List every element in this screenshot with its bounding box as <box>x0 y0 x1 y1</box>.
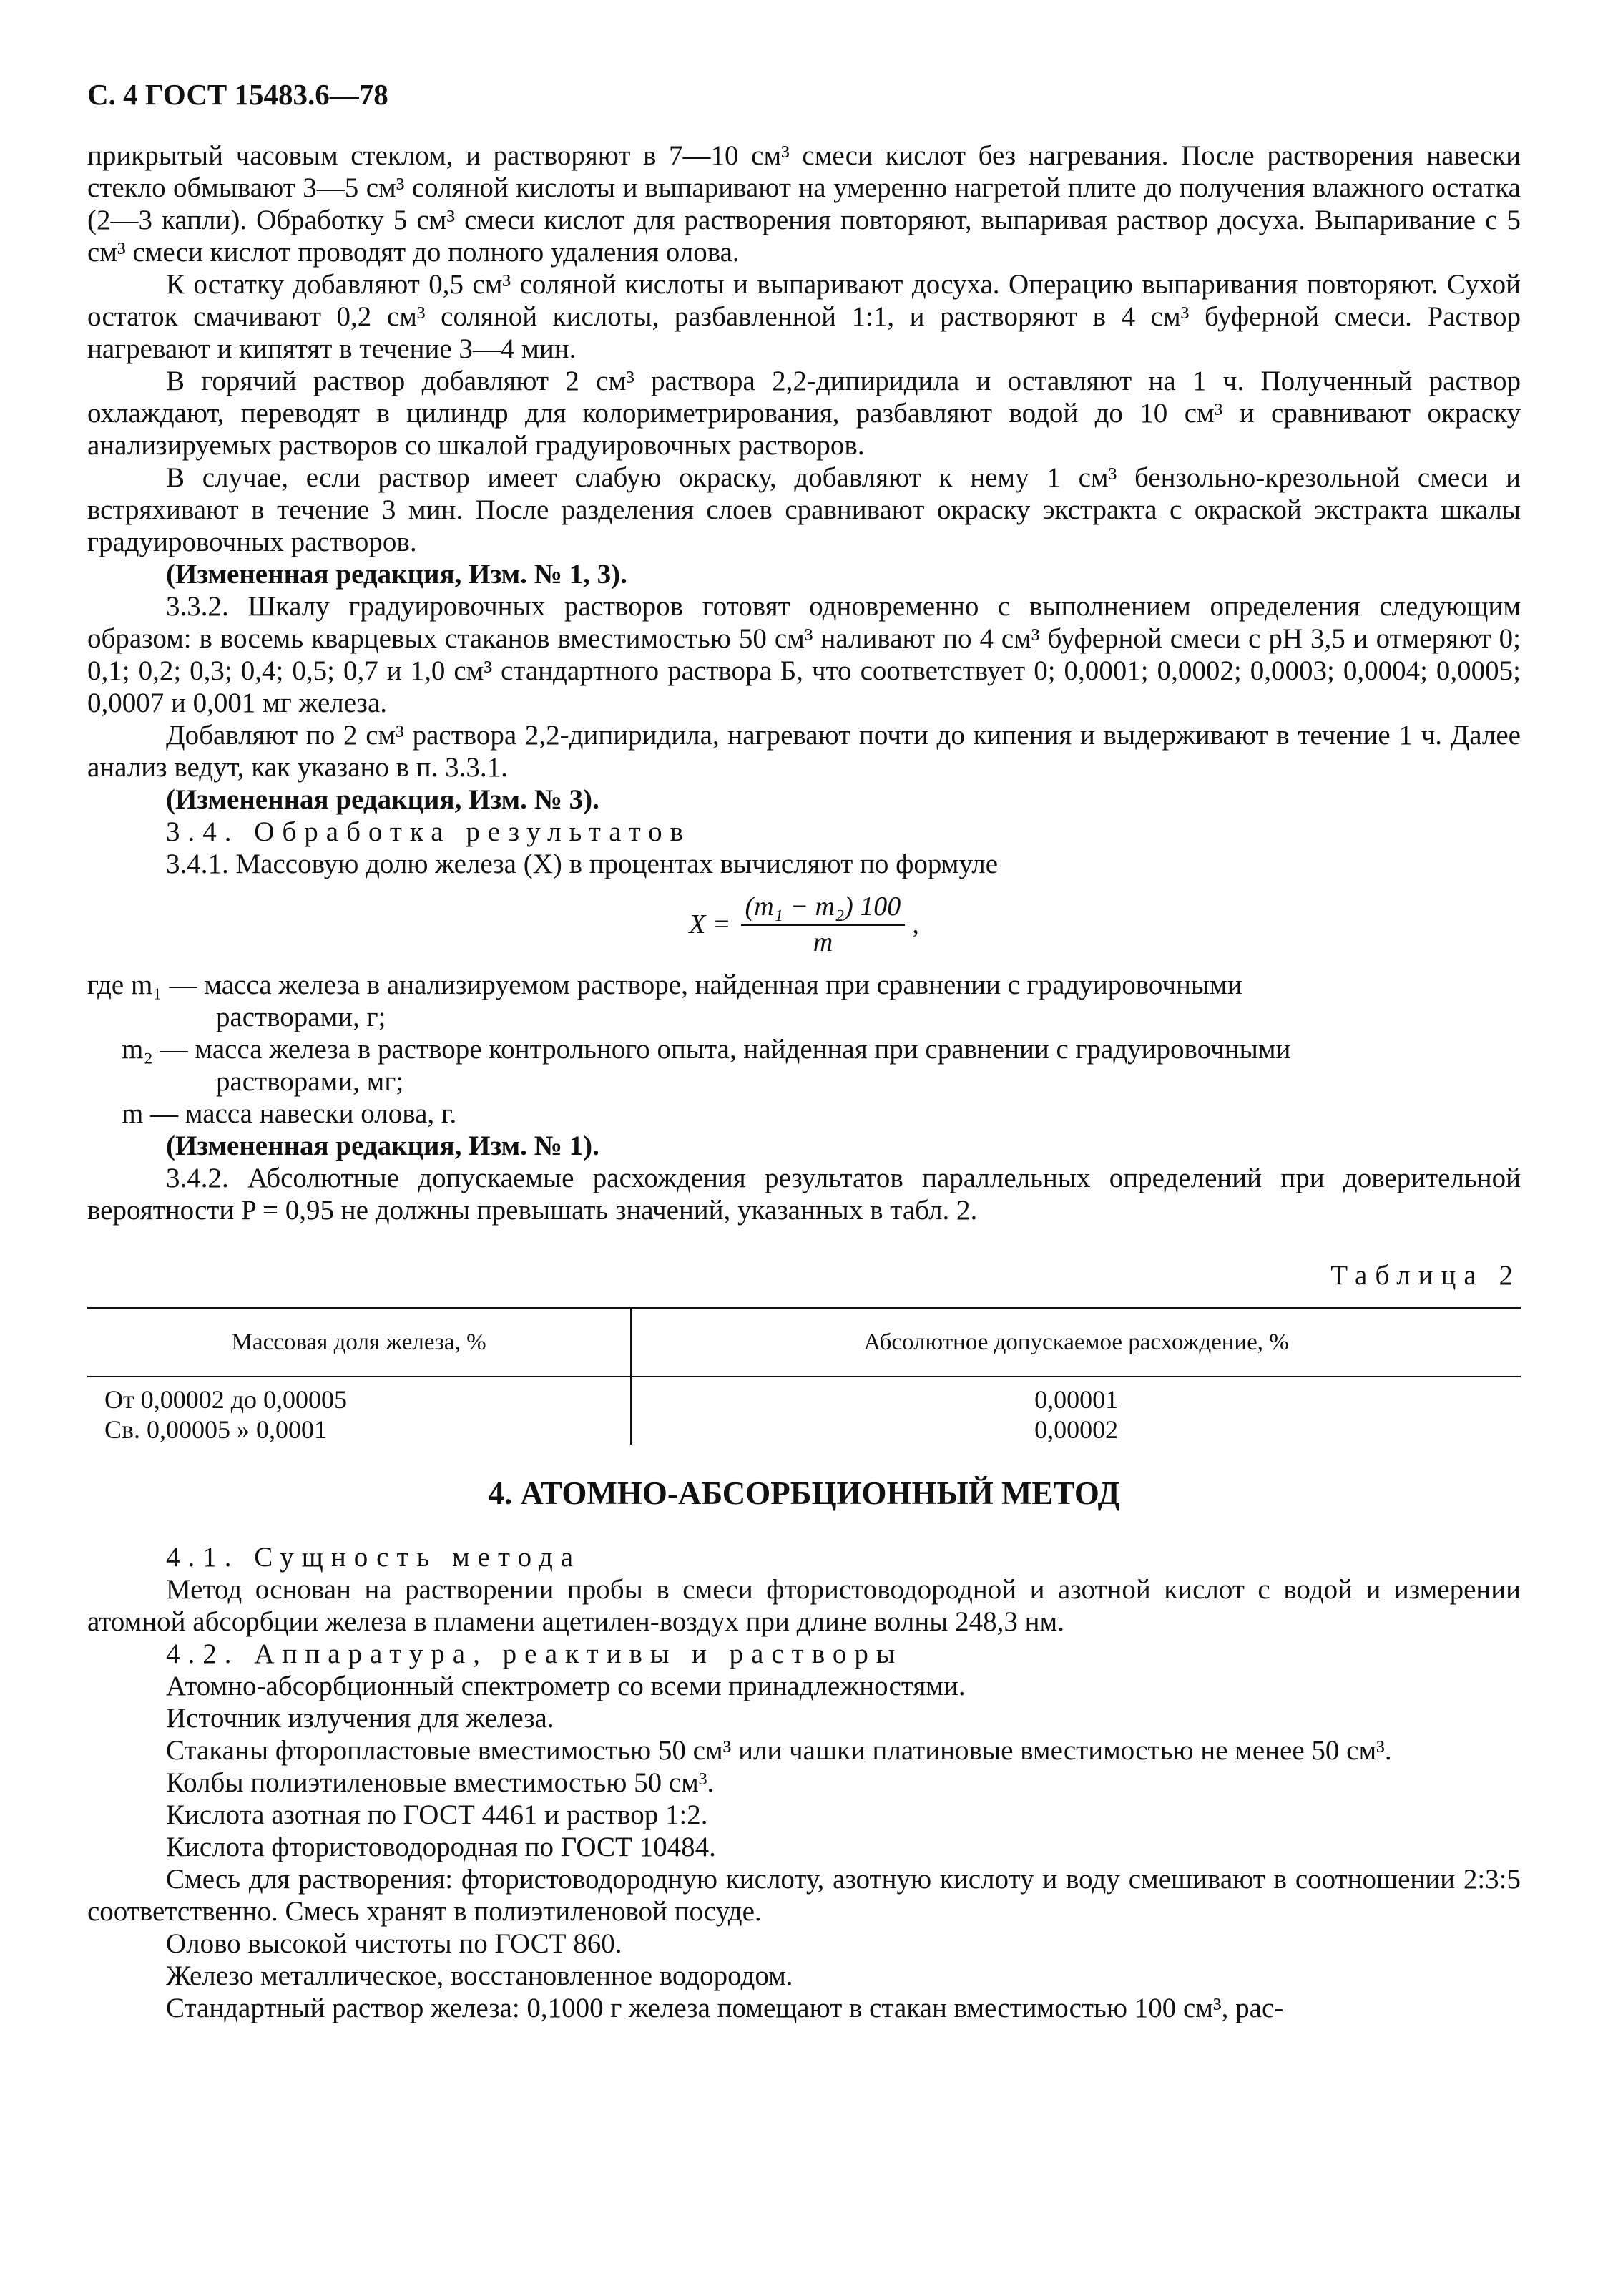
page-header: С. 4 ГОСТ 15483.6—78 <box>87 78 388 111</box>
list-item: Смесь для растворения: фтористоводородную кислоту, азотную кислоту и воду смешивают в соотношении 2:3:5 соответственно. Смесь хранят в полиэтиленовой посуде. <box>87 1864 1521 1927</box>
subsection-heading: 3.4. Обработка результатов <box>166 816 692 847</box>
formula-denominator: m <box>813 927 833 957</box>
list-item: Стаканы фторопластовые вместимостью 50 см³ или чашки платиновые вместимостью не менее 50 см³. <box>166 1735 1392 1766</box>
section-title: 4. АТОМНО-АБСОРБЦИОННЫЙ МЕТОД <box>488 1475 1120 1511</box>
table-header-row <box>87 1308 1521 1377</box>
definition-line <box>87 1065 1521 1098</box>
list-item: Железо металлическое, восстановленное водородом. <box>166 1960 793 1991</box>
definition-label: m₂ — <box>122 1034 195 1065</box>
paragraph: В горячий раствор добавляют 2 см³ раствора 2,2-дипиридила и оставляют на 1 ч. Полученный раствор охлаждают, переводят в цилиндр для колориметрирования, разбавляют водой до 10 см³ и сравнивают окраску анализируемых растворов со шкалой градуировочных растворов. <box>87 366 1521 461</box>
formula-fraction <box>741 890 906 959</box>
table-cell-text: От 0,00002 до 0,00005 <box>104 1385 348 1414</box>
paragraph-3-3-2: 3.3.2. Шкалу градуировочных растворов готовят одновременно с выполнением определения следующим образом: в восемь кварцевых стаканов вместимостью 50 см³ наливают по 4 см³ буферной смеси с pH 3,5 и отмеряют 0; 0,1; 0,2; 0,3; 0,4; 0,5; 0,7 и 1,0 см³ стандартного раствора Б, что соответствует 0; 0,0001; 0,0002; 0,0003; 0,0004; 0,0005; 0,0007 и 0,001 мг железа. <box>87 591 1521 718</box>
paragraph: Метод основан на растворении пробы в смеси фтористоводородной и азотной кислот с водой и измерении атомной абсорбции железа в пламени ацетилен-воздух при длине волны 248,3 нм. <box>87 1574 1521 1637</box>
definition-line <box>87 1033 1521 1065</box>
definition-text: растворами, мг; <box>216 1066 404 1097</box>
table-caption: Таблица 2 <box>1330 1260 1521 1291</box>
formula <box>87 890 1521 959</box>
table-row <box>87 1377 1521 1445</box>
definition-label: m — <box>122 1098 185 1129</box>
variable-definitions <box>87 969 1521 1130</box>
table-header-cell: Массовая доля железа, % <box>87 1308 631 1377</box>
list-item: Источник излучения для железа. <box>166 1703 554 1734</box>
table-cell-text: 0,00002 <box>1034 1415 1119 1444</box>
definition-text: масса навески олова, г. <box>185 1098 457 1129</box>
subsection-heading: 4.1. Сущность метода <box>166 1542 582 1573</box>
subsection-heading: 4.2. Аппаратура, реактивы и растворы <box>166 1638 903 1669</box>
paragraph: К остатку добавляют 0,5 см³ соляной кислоты и выпаривают досуха. Операцию выпаривания повторяют. Сухой остаток смачивают 0,2 см³ соляной кислоты, разбавленной 1:1, и растворяют в 4 см³ буферной смеси. Раствор нагревают и кипятят в течение 3—4 мин. <box>87 269 1521 364</box>
table-cell-text: Св. 0,00005 » 0,0001 <box>104 1415 328 1444</box>
paragraph: Добавляют по 2 см³ раствора 2,2-дипиридила, нагревают почти до кипения и выдерживают в течение 1 ч. Далее анализ ведут, как указано в п. 3.3.1. <box>87 720 1521 783</box>
paragraph-3-4-2: 3.4.2. Абсолютные допускаемые расхождения результатов параллельных определений при доверительной вероятности P = 0,95 не должны превышать значений, указанных в табл. 2. <box>87 1163 1521 1226</box>
table-header-cell: Абсолютное допускаемое расхождение, % <box>631 1308 1521 1377</box>
definition-line <box>87 1098 1521 1130</box>
list-item: Стандартный раствор железа: 0,1000 г железа помещают в стакан вместимостью 100 см³, рас- <box>166 1993 1284 2023</box>
definition-line <box>87 1001 1521 1033</box>
list-item: Олово высокой чистоты по ГОСТ 860. <box>166 1928 622 1959</box>
paragraph: прикрытый часовым стеклом, и растворяют в 7—10 см³ смеси кислот без нагревания. После растворения навески стекло обмывают 3—5 см³ соляной кислоты и выпаривают на умеренно нагретой плите до получения влажного остатка (2—3 капли). Обработку 5 см³ смеси кислот для растворения повторяют, выпаривая раствор досуха. Выпаривание с 5 см³ смеси кислот проводят до полного удаления олова. <box>87 140 1521 268</box>
formula-lhs: X = <box>689 909 731 939</box>
definition-label: где m₁ — <box>87 969 205 1000</box>
formula-numerator: (m₁ − m₂) 100 <box>741 890 906 926</box>
amendment-note: (Измененная редакция, Изм. № 1). <box>166 1130 599 1161</box>
table-cell <box>631 1377 1521 1445</box>
table-cell <box>87 1377 631 1445</box>
amendment-note: (Измененная редакция, Изм. № 1, 3). <box>166 559 627 590</box>
table-cell-text: 0,00001 <box>1034 1385 1119 1414</box>
definition-text: масса железа в растворе контрольного опыта, найденная при сравнении с градуировочными <box>195 1034 1291 1065</box>
definition-text: масса железа в анализируемом растворе, найденная при сравнении с градуировочными <box>204 969 1242 1000</box>
definition-line <box>87 969 1521 1001</box>
amendment-note: (Измененная редакция, Изм. № 3). <box>166 784 599 815</box>
formula-trail: , <box>912 909 919 939</box>
definition-text: растворами, г; <box>216 1002 386 1032</box>
list-item: Кислота азотная по ГОСТ 4461 и раствор 1:2. <box>166 1799 708 1830</box>
list-item: Атомно-абсорбционный спектрометр со всеми принадлежностями. <box>166 1671 966 1701</box>
paragraph: В случае, если раствор имеет слабую окраску, добавляют к нему 1 см³ бензольно-крезольной смеси и встряхивают в течение 3 мин. После разделения слоев сравнивают окраску экстракта с окраской экстракта шкалы градуировочных растворов. <box>87 462 1521 557</box>
list-item: Кислота фтористоводородная по ГОСТ 10484. <box>166 1832 716 1862</box>
list-item: Колбы полиэтиленовые вместимостью 50 см³. <box>166 1767 715 1798</box>
paragraph-3-4-1: 3.4.1. Массовую долю железа (X) в процентах вычисляют по формуле <box>166 849 999 879</box>
table-2 <box>87 1307 1521 1445</box>
